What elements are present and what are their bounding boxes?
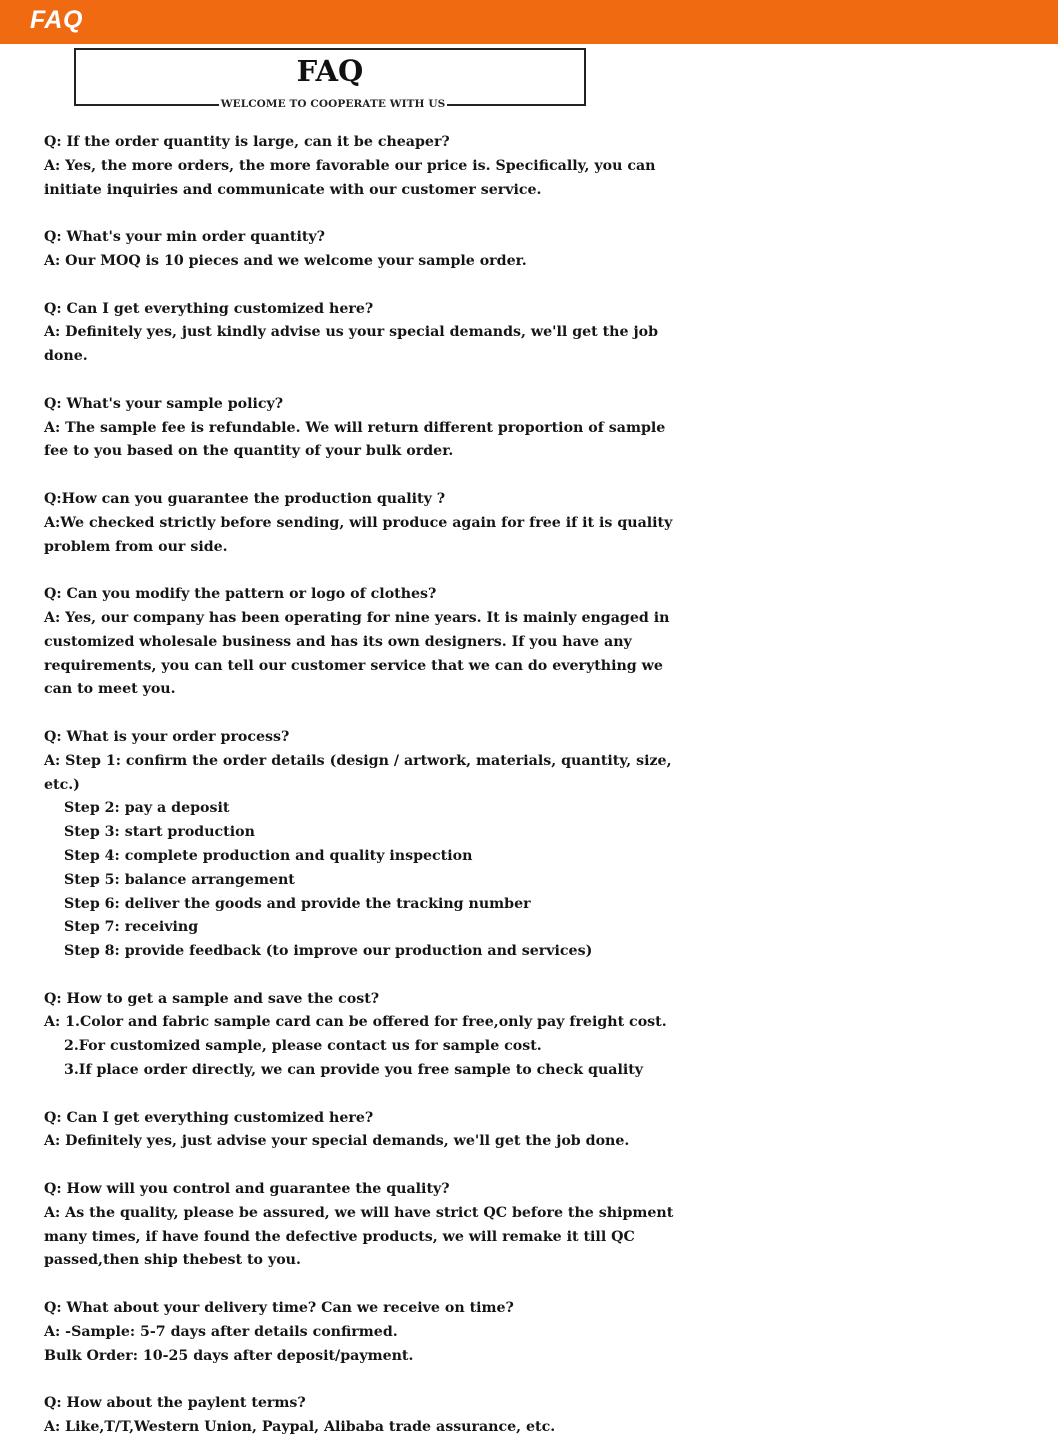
faq-answer-line: A: 1.Color and fabric sample card can be offered for free,only pay freight cost. [44,1014,667,1031]
faq-question: Q: Can I get everything customized here? [44,1109,374,1126]
faq-item [44,726,672,964]
faq-question: Q: Can you modify the pattern or logo of clothes? [44,586,437,603]
faq-item [44,488,673,559]
faq-answer-line: A: Definitely yes, just kindly advise us your special demands, we'll get the job [44,324,658,341]
faq-item [44,1107,630,1155]
faq-spacer [44,274,624,298]
faq-answer-line: A: Like,T/T,Western Union, Paypal, Alibaba trade assurance, etc. [44,1419,556,1436]
faq-item [44,1392,624,1440]
faq-spacer [44,1154,624,1178]
faq-answer-line: A: The sample fee is refundable. We will return different proportion of sample [44,419,666,436]
faq-question: Q: How to get a sample and save the cost? [44,990,380,1007]
faq-item [44,1297,624,1368]
faq-spacer [44,1368,624,1392]
faq-spacer [44,369,624,393]
faq-answer-line: A:We checked strictly before sending, will produce again for free if it is quality [44,514,673,531]
faq-question: Q: How about the paylent terms? [44,1395,306,1412]
faq-heading: FAQ [296,54,364,88]
faq-answer-line: A: -Sample: 5-7 days after details confirmed. [44,1323,398,1340]
faq-answer-line: A: As the quality, please be assured, we will have strict QC before the shipment [44,1204,674,1221]
faq-answer-line: Bulk Order: 10-25 days after deposit/payment. [44,1347,414,1364]
faq-list [44,131,674,1440]
faq-item [44,298,658,369]
faq-header-frame [74,48,586,105]
faq-spacer [44,202,624,226]
faq-spacer [44,1273,624,1297]
faq-subheading: WELCOME TO COOPERATE WITH US [220,98,446,110]
faq-question: Q: What is your order process? [44,728,290,745]
faq-item [44,583,670,702]
faq-answer-step: Step 5: balance arrangement [64,871,295,888]
faq-spacer [44,464,624,488]
faq-answer-line: A: Step 1: confirm the order details (design / artwork, materials, quantity, size, [44,752,672,769]
faq-answer-line: many times, if have found the defective products, we will remake it till QC [44,1228,635,1245]
faq-question: Q:How can you guarantee the production quality ? [44,490,446,507]
faq-answer-line: fee to you based on the quantity of your bulk order. [44,443,454,460]
faq-item [44,1178,674,1273]
faq-question: Q: What's your min order quantity? [44,229,325,246]
faq-question: Q: What's your sample policy? [44,395,284,412]
faq-answer-line: initiate inquiries and communicate with our customer service. [44,181,542,198]
faq-question: Q: How will you control and guarantee the quality? [44,1181,450,1198]
faq-answer-step: Step 3: start production [64,824,255,841]
faq-answer-step: Step 6: deliver the goods and provide the tracking number [64,895,531,912]
faq-answer-step: Step 8: provide feedback (to improve our production and services) [64,943,593,960]
faq-item [44,226,624,274]
faq-question: Q: Can I get everything customized here? [44,300,374,317]
faq-question: Q: If the order quantity is large, can it be cheaper? [44,134,450,150]
faq-item [44,393,666,464]
faq-answer-line: requirements, you can tell our customer service that we can do everything we [44,657,663,674]
header-rule-right [447,104,586,106]
faq-answer-step: Step 7: receiving [64,919,199,936]
faq-answer-step: 3.If place order directly, we can provide you free sample to check quality [64,1062,644,1079]
faq-answer-step: Step 4: complete production and quality inspection [64,847,473,864]
header-rule-left [74,104,219,106]
faq-answer-line: A: Our MOQ is 10 pieces and we welcome your sample order. [44,252,527,269]
faq-answer-line: A: Yes, our company has been operating for nine years. It is mainly engaged in [44,609,670,626]
faq-answer-line: done. [44,348,88,365]
faq-spacer [44,559,624,583]
faq-answer-line: etc.) [44,776,80,793]
faq-spacer [44,702,624,726]
faq-answer-line: passed,then ship thebest to you. [44,1252,301,1269]
faq-item [44,988,667,1083]
faq-item [44,131,656,202]
faq-question: Q: What about your delivery time? Can we receive on time? [44,1300,514,1317]
faq-answer-step: 2.For customized sample, please contact us for sample cost. [64,1038,542,1055]
faq-answer-line: customized wholesale business and has its own designers. If you have any [44,633,632,650]
faq-answer-line: A: Definitely yes, just advise your special demands, we'll get the job done. [44,1133,630,1150]
faq-answer-step: Step 2: pay a deposit [64,800,230,817]
faq-answer-line: A: Yes, the more orders, the more favorable our price is. Specifically, you can [44,157,656,174]
faq-spacer [44,964,624,988]
faq-spacer [44,1083,624,1107]
faq-answer-line: can to meet you. [44,681,176,698]
banner-title: FAQ [30,6,83,34]
faq-answer-line: problem from our side. [44,538,228,555]
top-banner [0,0,1058,44]
